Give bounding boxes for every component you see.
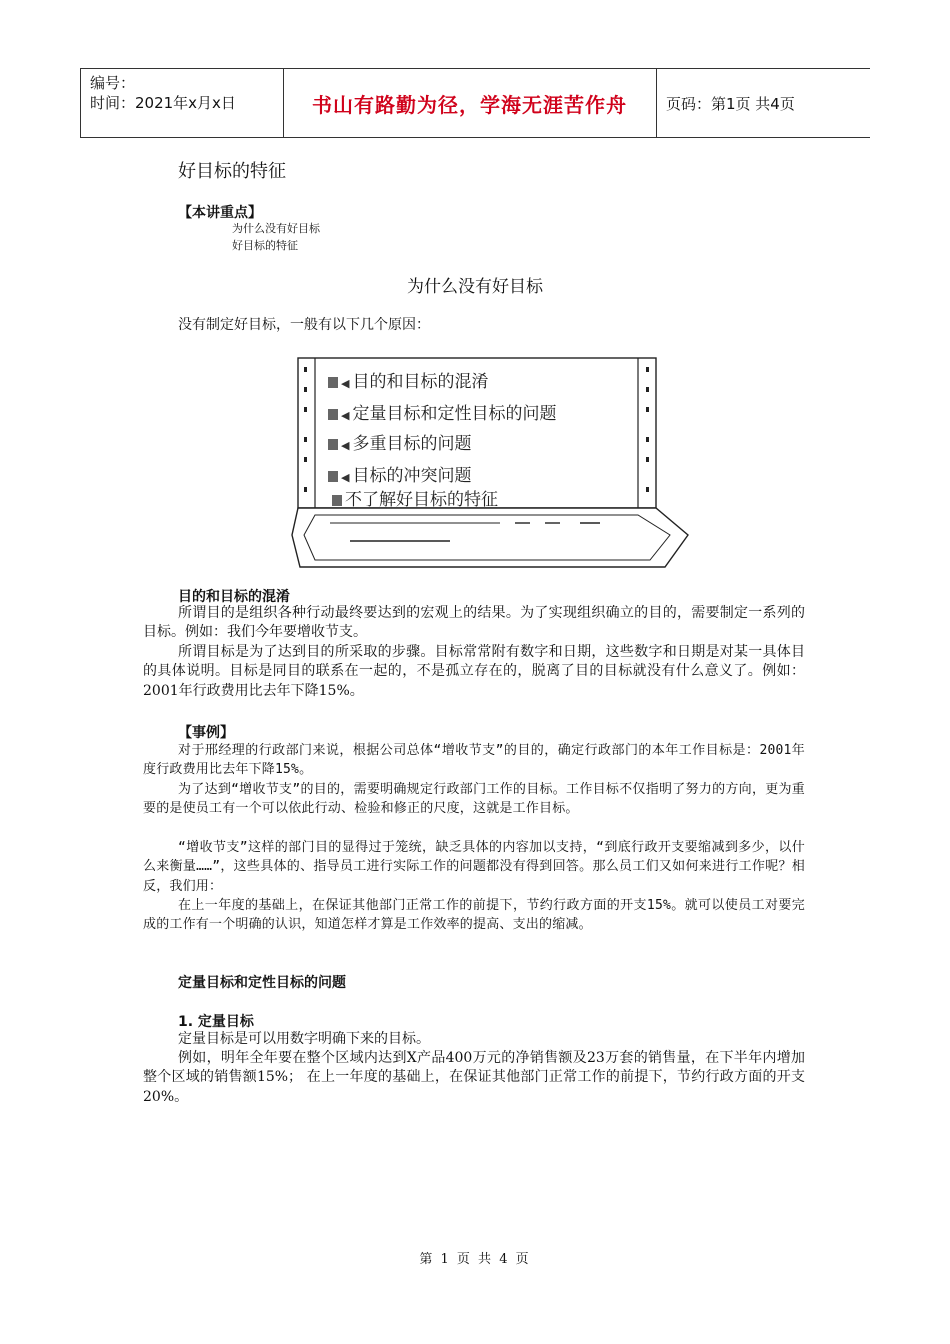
figure-reason-item: ◀ 多重目标的问题 [328, 429, 471, 454]
header-time-label: 时间：2021年x月x日 [90, 94, 236, 112]
bullet-square-icon [332, 495, 342, 506]
section-intro: 没有制定好目标，一般有以下几个原因： [178, 317, 430, 333]
header-divider [80, 69, 81, 137]
section-title: 为什么没有好目标 [407, 277, 543, 297]
case-paragraph: “增收节支”这样的部门目的显得过于笼统，缺乏具体的内容加以支持，“到底行政开支要缩减到多少，以什么来衡量……”，这些具体的、指导员工进行实际工作的问题都没有得到回答。那么员工们又如何来进行工作呢？相反，我们用： [143, 840, 805, 894]
bullet-square-icon [328, 377, 338, 388]
bullet-square-icon [328, 409, 338, 420]
item-heading: 1. 定量目标 [178, 1014, 254, 1030]
figure-reason-item: ◀ 定量目标和定性目标的问题 [328, 399, 556, 424]
page-header [80, 68, 870, 138]
key-points-label: 【本讲重点】 [178, 205, 262, 221]
key-point-item: 好目标的特征 [232, 239, 298, 252]
figure-reason-item: 不了解好目标的特征 [332, 485, 498, 510]
arrow-left-icon: ◀ [341, 377, 350, 390]
header-divider [656, 69, 657, 137]
case-paragraph: 对于邢经理的行政部门来说，根据公司总体“增收节支”的目的，确定行政部门的本年工作目标是：2001年度行政费用比去年下降15%。 [143, 743, 805, 778]
header-meta [90, 73, 236, 113]
figure-reason-item: ◀ 目的和目标的混淆 [328, 367, 488, 392]
paragraph: 例如，明年全年要在整个区域内达到X产品400万元的净销售额及23万套的销售量，在下半年内增加整个区域的销售额15%； 在上一年度的基础上，在保证其他部门正常工作的前提下，节约行政方面的开支20%。 [143, 1050, 805, 1105]
header-motto: 书山有路勤为径，学海无涯苦作舟 [312, 93, 627, 117]
arrow-left-icon: ◀ [341, 409, 350, 422]
figure-reason-item: ◀ 目标的冲突问题 [328, 461, 471, 486]
header-number-label: 编号： [90, 74, 136, 92]
doc-title: 好目标的特征 [178, 161, 286, 182]
page-footer: 第 1 页 共 4 页 [419, 1252, 531, 1267]
arrow-left-icon: ◀ [341, 471, 350, 484]
case-label: 【事例】 [178, 725, 234, 741]
key-point-item: 为什么没有好目标 [232, 222, 320, 235]
paragraph: 定量目标是可以用数字明确下来的目标。 [178, 1031, 430, 1047]
header-page-info: 页码：第1页 共4页 [666, 95, 795, 113]
subsection-heading: 目的和目标的混淆 [178, 589, 290, 605]
bullet-square-icon [328, 439, 338, 450]
paragraph: 所谓目标是为了达到目的所采取的步骤。目标常常附有数字和日期，这些数字和日期是对某一具体目的具体说明。目标是同目的联系在一起的，不是孤立存在的，脱离了目的目标就没有什么意义了。例如：2001年行政费用比去年下降15%。 [143, 644, 805, 699]
reasons-figure [290, 355, 690, 570]
paragraph: 所谓目的是组织各种行动最终要达到的宏观上的结果。为了实现组织确立的目的，需要制定一系列的目标。例如：我们今年要增收节支。 [143, 605, 805, 641]
bullet-square-icon [328, 471, 338, 482]
case-paragraph: 在上一年度的基础上，在保证其他部门正常工作的前提下，节约行政方面的开支15%。就可以使员工对要完成的工作有一个明确的认识，知道怎样才算是工作效率的提高、支出的缩减。 [143, 898, 805, 933]
arrow-left-icon: ◀ [341, 439, 350, 452]
case-paragraph: 为了达到“增收节支”的目的，需要明确规定行政部门工作的目标。工作目标不仅指明了努力的方向，更为重要的是使员工有一个可以依此行动、检验和修正的尺度，这就是工作目标。 [143, 782, 805, 817]
subsection-heading: 定量目标和定性目标的问题 [178, 975, 346, 991]
